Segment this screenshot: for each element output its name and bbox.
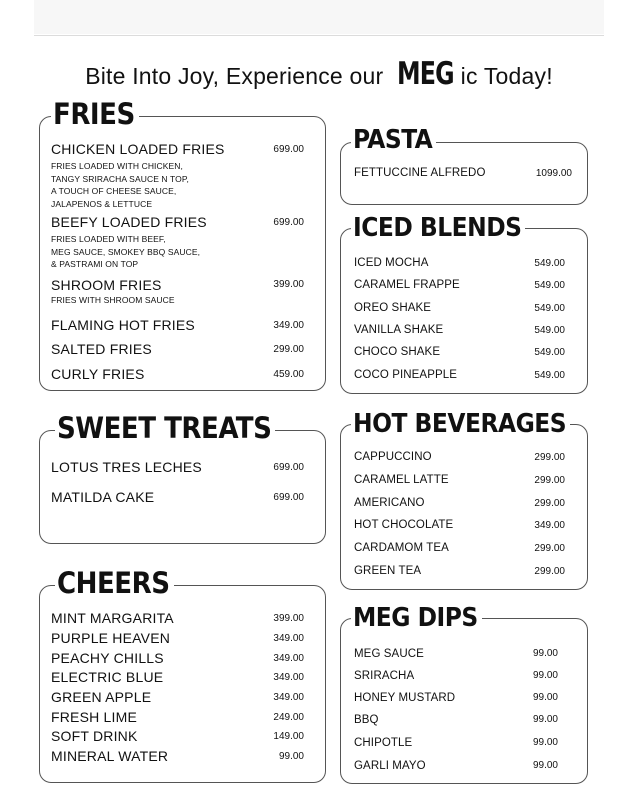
menu-item-name: PURPLE HEAVEN xyxy=(51,630,171,646)
menu-item-name: MEG SAUCE xyxy=(354,648,424,660)
menu-item-name: FETTUCCINE ALFREDO xyxy=(354,167,486,179)
menu-item-price: 459.00 xyxy=(273,369,304,380)
menu-item-name: BEEFY LOADED FRIES xyxy=(51,214,207,230)
menu-item-price: 699.00 xyxy=(273,144,304,155)
sweet-treats-heading: SWEET TREATS xyxy=(55,412,275,444)
menu-item-price: 549.00 xyxy=(534,370,565,381)
menu-item-name: SOFT DRINK xyxy=(51,728,138,744)
menu-item-price: 249.00 xyxy=(273,712,304,723)
menu-item-price: 299.00 xyxy=(273,344,304,355)
menu-item-price: 349.00 xyxy=(273,653,304,664)
fries-heading: FRIES xyxy=(51,98,139,130)
menu-item-name: CHIPOTLE xyxy=(354,737,413,749)
menu-item-name: VANILLA SHAKE xyxy=(354,324,444,336)
menu-item-price: 1099.00 xyxy=(535,168,572,179)
menu-item-name: CARAMEL LATTE xyxy=(354,474,449,486)
menu-item-name: MINERAL WATER xyxy=(51,748,169,764)
menu-item-name: ICED MOCHA xyxy=(354,257,429,269)
menu-item-price: 549.00 xyxy=(534,258,565,269)
menu-item-price: 349.00 xyxy=(273,633,304,644)
menu-item-price: 99.00 xyxy=(532,737,558,748)
menu-item-name: CURLY FRIES xyxy=(51,366,145,382)
menu-item-name: SRIRACHA xyxy=(354,670,415,682)
cheers-heading: CHEERS xyxy=(55,567,174,599)
menu-item-name: CARDAMOM TEA xyxy=(354,542,449,554)
menu-item-price: 699.00 xyxy=(273,492,304,503)
menu-item-price: 99.00 xyxy=(532,692,558,703)
menu-item-price: 549.00 xyxy=(534,325,565,336)
menu-item-price: 399.00 xyxy=(273,279,304,290)
menu-item-price: 299.00 xyxy=(534,543,565,554)
menu-item-price: 299.00 xyxy=(534,452,565,463)
menu-item-name: FRESH LIME xyxy=(51,709,138,725)
menu-item-price: 99.00 xyxy=(532,760,558,771)
tagline-brand: MEG xyxy=(396,56,454,92)
hot-beverages-heading: HOT BEVERAGES xyxy=(351,408,570,440)
menu-item-price: 299.00 xyxy=(534,498,565,509)
menu-item-name: GARLI MAYO xyxy=(354,760,426,772)
tagline xyxy=(0,56,638,92)
menu-item-name: CHOCO SHAKE xyxy=(354,346,441,358)
menu-item-name: SALTED FRIES xyxy=(51,341,152,357)
tagline-after: ic Today! xyxy=(460,63,553,89)
menu-item-description: FRIES LOADED WITH BEEF, MEG SAUCE, SMOKEY BBQ SAUCE, & PASTRAMI ON TOP xyxy=(51,234,201,269)
menu-item-name: HOT CHOCOLATE xyxy=(354,519,454,531)
pasta-heading: PASTA xyxy=(351,124,436,156)
menu-item-name: ELECTRIC BLUE xyxy=(51,669,164,685)
top-divider xyxy=(34,35,604,36)
menu-item-name: OREO SHAKE xyxy=(354,302,432,314)
menu-item-name: COCO PINEAPPLE xyxy=(354,369,458,381)
menu-item-price: 349.00 xyxy=(273,692,304,703)
menu-item-name: MINT MARGARITA xyxy=(51,610,174,626)
tagline-before: Bite Into Joy, Experience our xyxy=(85,63,384,89)
menu-item-price: 349.00 xyxy=(273,320,304,331)
menu-item-price: 549.00 xyxy=(534,347,565,358)
menu-item-name: FLAMING HOT FRIES xyxy=(51,317,195,333)
iced-blends-heading: ICED BLENDS xyxy=(351,212,525,244)
menu-item-name: CHICKEN LOADED FRIES xyxy=(51,141,225,157)
menu-item-name: HONEY MUSTARD xyxy=(354,692,456,704)
menu-item-price: 299.00 xyxy=(534,475,565,486)
menu-item-name: SHROOM FRIES xyxy=(51,277,162,293)
menu-item-price: 699.00 xyxy=(273,462,304,473)
menu-item-price: 99.00 xyxy=(532,714,558,725)
menu-item-name: CARAMEL FRAPPE xyxy=(354,279,460,291)
menu-item-price: 99.00 xyxy=(532,648,558,659)
menu-item-price: 349.00 xyxy=(534,520,565,531)
menu-item-price: 549.00 xyxy=(534,280,565,291)
menu-item-price: 99.00 xyxy=(278,751,304,762)
menu-item-name: GREEN APPLE xyxy=(51,689,152,705)
sweet-treats-section xyxy=(39,430,326,544)
menu-item-name: PEACHY CHILLS xyxy=(51,650,164,666)
menu-item-name: BBQ xyxy=(354,714,379,726)
menu-item-name: GREEN TEA xyxy=(354,565,422,577)
top-strip xyxy=(34,0,604,34)
menu-item-price: 149.00 xyxy=(273,731,304,742)
menu-item-name: AMERICANO xyxy=(354,497,425,509)
menu-item-price: 549.00 xyxy=(534,303,565,314)
menu-item-price: 399.00 xyxy=(273,613,304,624)
menu-item-price: 349.00 xyxy=(273,672,304,683)
menu-item-price: 699.00 xyxy=(273,217,304,228)
menu-item-description: FRIES WITH SHROOM SAUCE xyxy=(51,295,175,305)
menu-item-description: FRIES LOADED WITH CHICKEN, TANGY SRIRACHA SAUCE N TOP, A TOUCH OF CHEESE SAUCE, JALAPENOS & LETTUCE xyxy=(51,161,189,209)
menu-item-name: CAPPUCCINO xyxy=(354,451,432,463)
menu-item-price: 299.00 xyxy=(534,566,565,577)
menu-item-name: LOTUS TRES LECHES xyxy=(51,459,202,475)
menu-item-price: 99.00 xyxy=(532,670,558,681)
menu-item-name: MATILDA CAKE xyxy=(51,489,155,505)
meg-dips-heading: MEG DIPS xyxy=(351,602,482,634)
